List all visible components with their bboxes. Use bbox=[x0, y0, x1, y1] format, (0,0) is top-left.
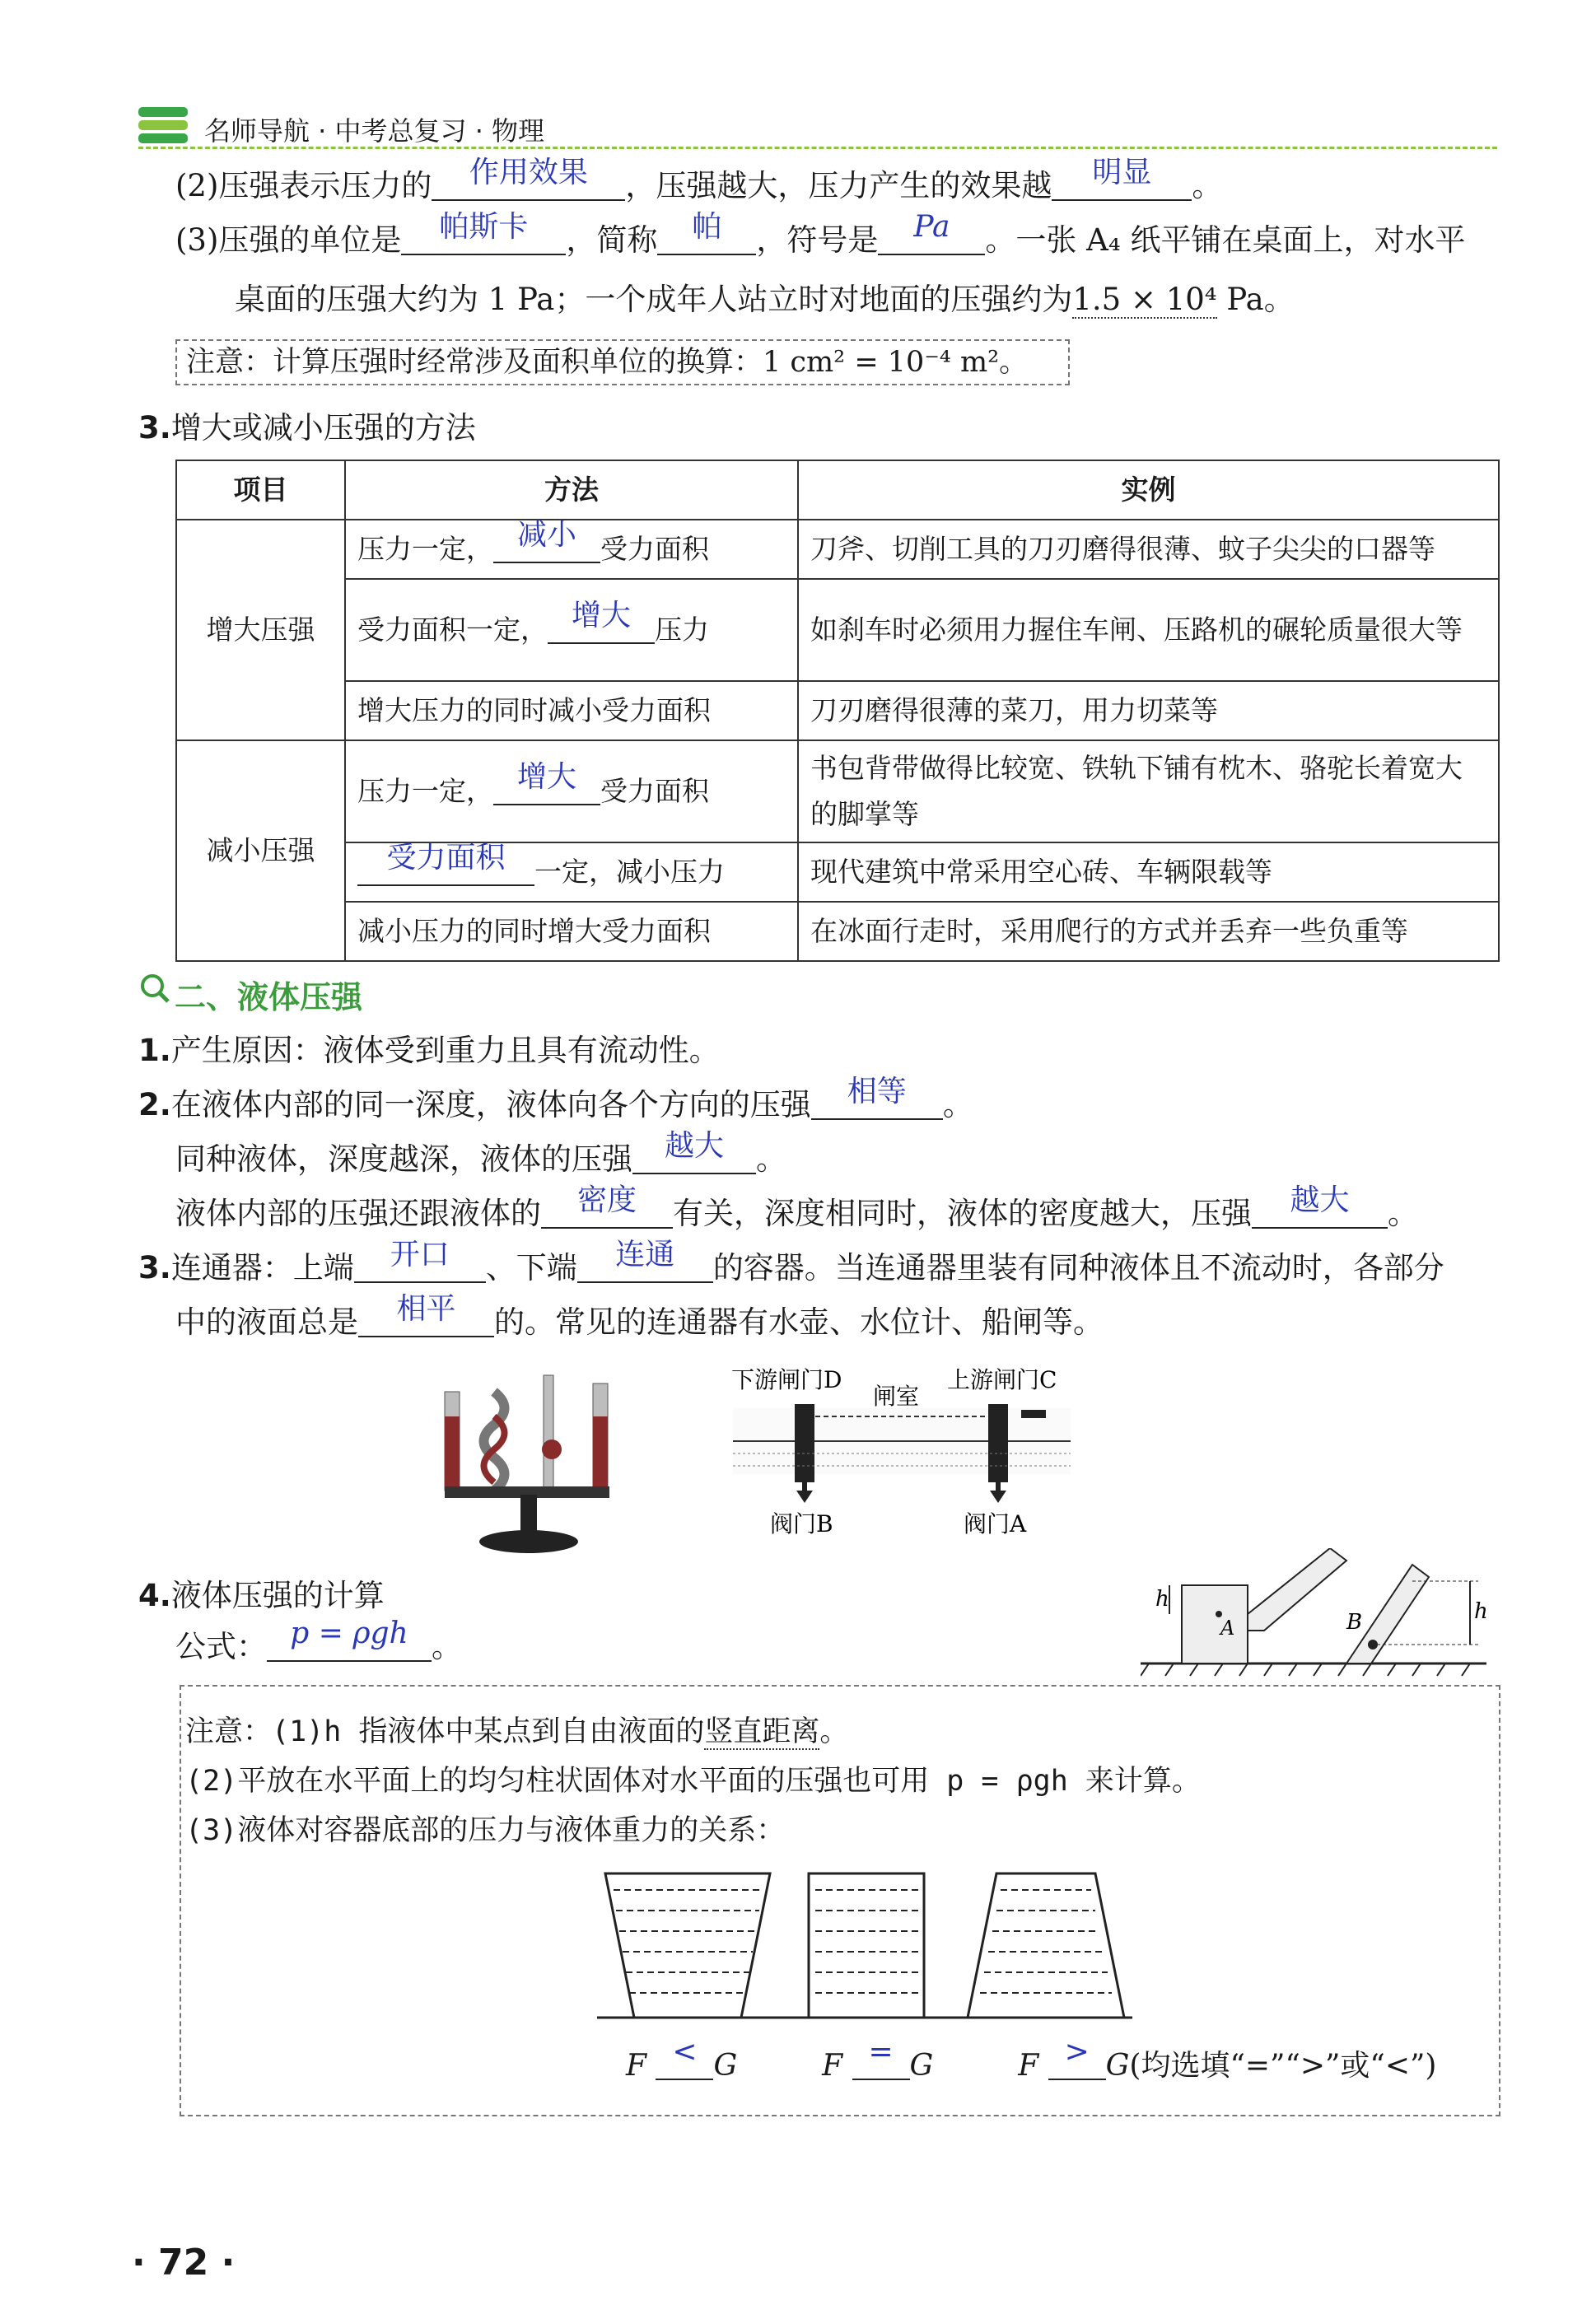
formula-line: 公式： p = ρgh 。 bbox=[175, 1617, 462, 1664]
header-logo bbox=[138, 105, 189, 145]
liquid-item-2c: 液体内部的压强还跟液体的 密度 有关，深度相同时，液体的密度越大，压强 越大 。 bbox=[175, 1183, 1418, 1231]
answer-blank: 减小 bbox=[516, 518, 576, 552]
connected-vessel-image bbox=[428, 1359, 626, 1556]
pressure-methods-table bbox=[175, 460, 1500, 962]
lock-label-a: 阀门A bbox=[964, 1510, 1027, 1537]
answer-blank: = bbox=[868, 2035, 894, 2069]
fig-label-h2: h bbox=[1474, 1599, 1488, 1624]
pressure-line-4: 桌面的压强大约为 1 Pa；一个成年人站立时对地面的压强约为1.5 × 10⁴ Pa。 bbox=[235, 282, 1295, 317]
answer-blank: 越大 bbox=[664, 1129, 724, 1163]
lock-label-b: 阀门B bbox=[770, 1510, 833, 1537]
page-number: · 72 · bbox=[132, 2242, 236, 2284]
answer-blank: 连通 bbox=[615, 1238, 675, 1271]
category-increase: 增大压强 bbox=[176, 520, 345, 740]
answer-blank: 增大 bbox=[516, 760, 576, 794]
answer-blank: Pa bbox=[913, 210, 950, 244]
answer-blank: 受力面积 bbox=[386, 841, 506, 875]
liquid-item-3b: 中的液面总是 相平 的。常见的连通器有水壶、水位计、船闸等。 bbox=[175, 1292, 1104, 1340]
table-row: 增大压力的同时减小受力面积 刀刃磨得很薄的菜刀，用力切菜等 bbox=[176, 681, 1499, 740]
liquid-item-4: 4.液体压强的计算 bbox=[138, 1578, 385, 1613]
lock-label-room: 闸室 bbox=[873, 1383, 920, 1410]
section-2-heading: 二、液体压强 bbox=[175, 979, 363, 1015]
answer-blank: 相平 bbox=[396, 1292, 456, 1326]
containers-figure bbox=[593, 1861, 1136, 2026]
liquid-item-1: 1.产生原因：液体受到重力且具有流动性。 bbox=[138, 1033, 720, 1068]
fig-label-h1: h bbox=[1155, 1587, 1169, 1612]
liquid-item-3: 3.连通器：上端 开口 、下端 连通 的容器。当连通器里装有同种液体且不流动时，各部分 bbox=[138, 1238, 1444, 1285]
lock-label-c: 上游闸门C bbox=[947, 1366, 1057, 1393]
lock-label-d: 下游闸门D bbox=[731, 1366, 842, 1393]
liquid-item-2: 2.在液体内部的同一深度，液体向各个方向的压强 相等 。 bbox=[138, 1075, 973, 1122]
note-units: 注意：计算压强时经常涉及面积单位的换算：1 cm² = 10⁻⁴ m²。 bbox=[186, 346, 1029, 379]
relations-line: F < G F = G F > G(均选填“=”“>”或“<”) bbox=[626, 2035, 1437, 2083]
note-line-1: 注意：(1)h 指液体中某点到自由液面的竖直距离。 bbox=[185, 1715, 849, 1748]
search-icon bbox=[138, 972, 171, 1008]
item-3-heading: 3.增大或减小压强的方法 bbox=[138, 410, 476, 446]
ship-lock-diagram bbox=[725, 1359, 1079, 1540]
answer-blank: 明显 bbox=[1092, 156, 1152, 189]
fig-label-b: B bbox=[1346, 1610, 1363, 1635]
answer-blank: 增大 bbox=[571, 599, 631, 632]
table-row: 增大压强 压力一定， 减小 受力面积 刀斧、切削工具的刀刃磨得很薄、蚊子尖尖的口器等 bbox=[176, 520, 1499, 579]
fig-label-a: A bbox=[1220, 1617, 1235, 1640]
table-header: 项目 bbox=[176, 460, 345, 520]
answer-blank: 帕斯卡 bbox=[439, 210, 529, 244]
table-row: 受力面积一定， 增大 压力 如刹车时必须用力握住车闸、压路机的碾轮质量很大等 bbox=[176, 579, 1499, 681]
table-header: 实例 bbox=[798, 460, 1499, 520]
answer-blank: 作用效果 bbox=[469, 156, 588, 189]
answer-blank: 密度 bbox=[576, 1183, 637, 1217]
answer-blank: 相等 bbox=[847, 1075, 907, 1108]
answer-blank: > bbox=[1064, 2035, 1090, 2069]
answer-blank: 越大 bbox=[1290, 1183, 1350, 1217]
table-row: 受力面积 一定，减小压力 现代建筑中常采用空心砖、车辆限载等 bbox=[176, 842, 1499, 902]
table-row: 减小压强 压力一定， 增大 受力面积 书包背带做得比较宽、铁轨下铺有枕木、骆驼长着宽大的脚掌等 bbox=[176, 740, 1499, 842]
table-row: 减小压力的同时增大受力面积 在冰面行走时，采用爬行的方式并丢弃一些负重等 bbox=[176, 902, 1499, 961]
answer-blank: p = ρgh bbox=[290, 1617, 408, 1650]
category-decrease: 减小压强 bbox=[176, 740, 345, 961]
answer-blank: < bbox=[672, 2035, 698, 2069]
note-line-3: (3)液体对容器底部的压力与液体重力的关系： bbox=[185, 1814, 786, 1847]
header-title: 名师导航 · 中考总复习 · 物理 bbox=[204, 115, 545, 147]
answer-blank: 帕 bbox=[692, 210, 722, 244]
pressure-line-2: (2)压强表示压力的 作用效果 ，压强越大，压力产生的效果越 明显 。 bbox=[175, 156, 1223, 203]
pressure-line-3: (3)压强的单位是 帕斯卡 ，简称 帕 ，符号是 Pa 。一张 A₄ 纸平铺在桌面上，对水平 bbox=[175, 210, 1466, 258]
note-line-2: (2)平放在水平面上的均匀柱状固体对水平面的压强也可用 p = ρgh 来计算。 bbox=[185, 1765, 1201, 1798]
depth-h-figure bbox=[1141, 1548, 1495, 1680]
liquid-item-2b: 同种液体，深度越深，液体的压强 越大 。 bbox=[175, 1129, 786, 1177]
table-header: 方法 bbox=[345, 460, 798, 520]
header-divider bbox=[138, 147, 1497, 149]
book-logo-icon bbox=[138, 105, 189, 145]
answer-blank: 开口 bbox=[390, 1238, 450, 1271]
